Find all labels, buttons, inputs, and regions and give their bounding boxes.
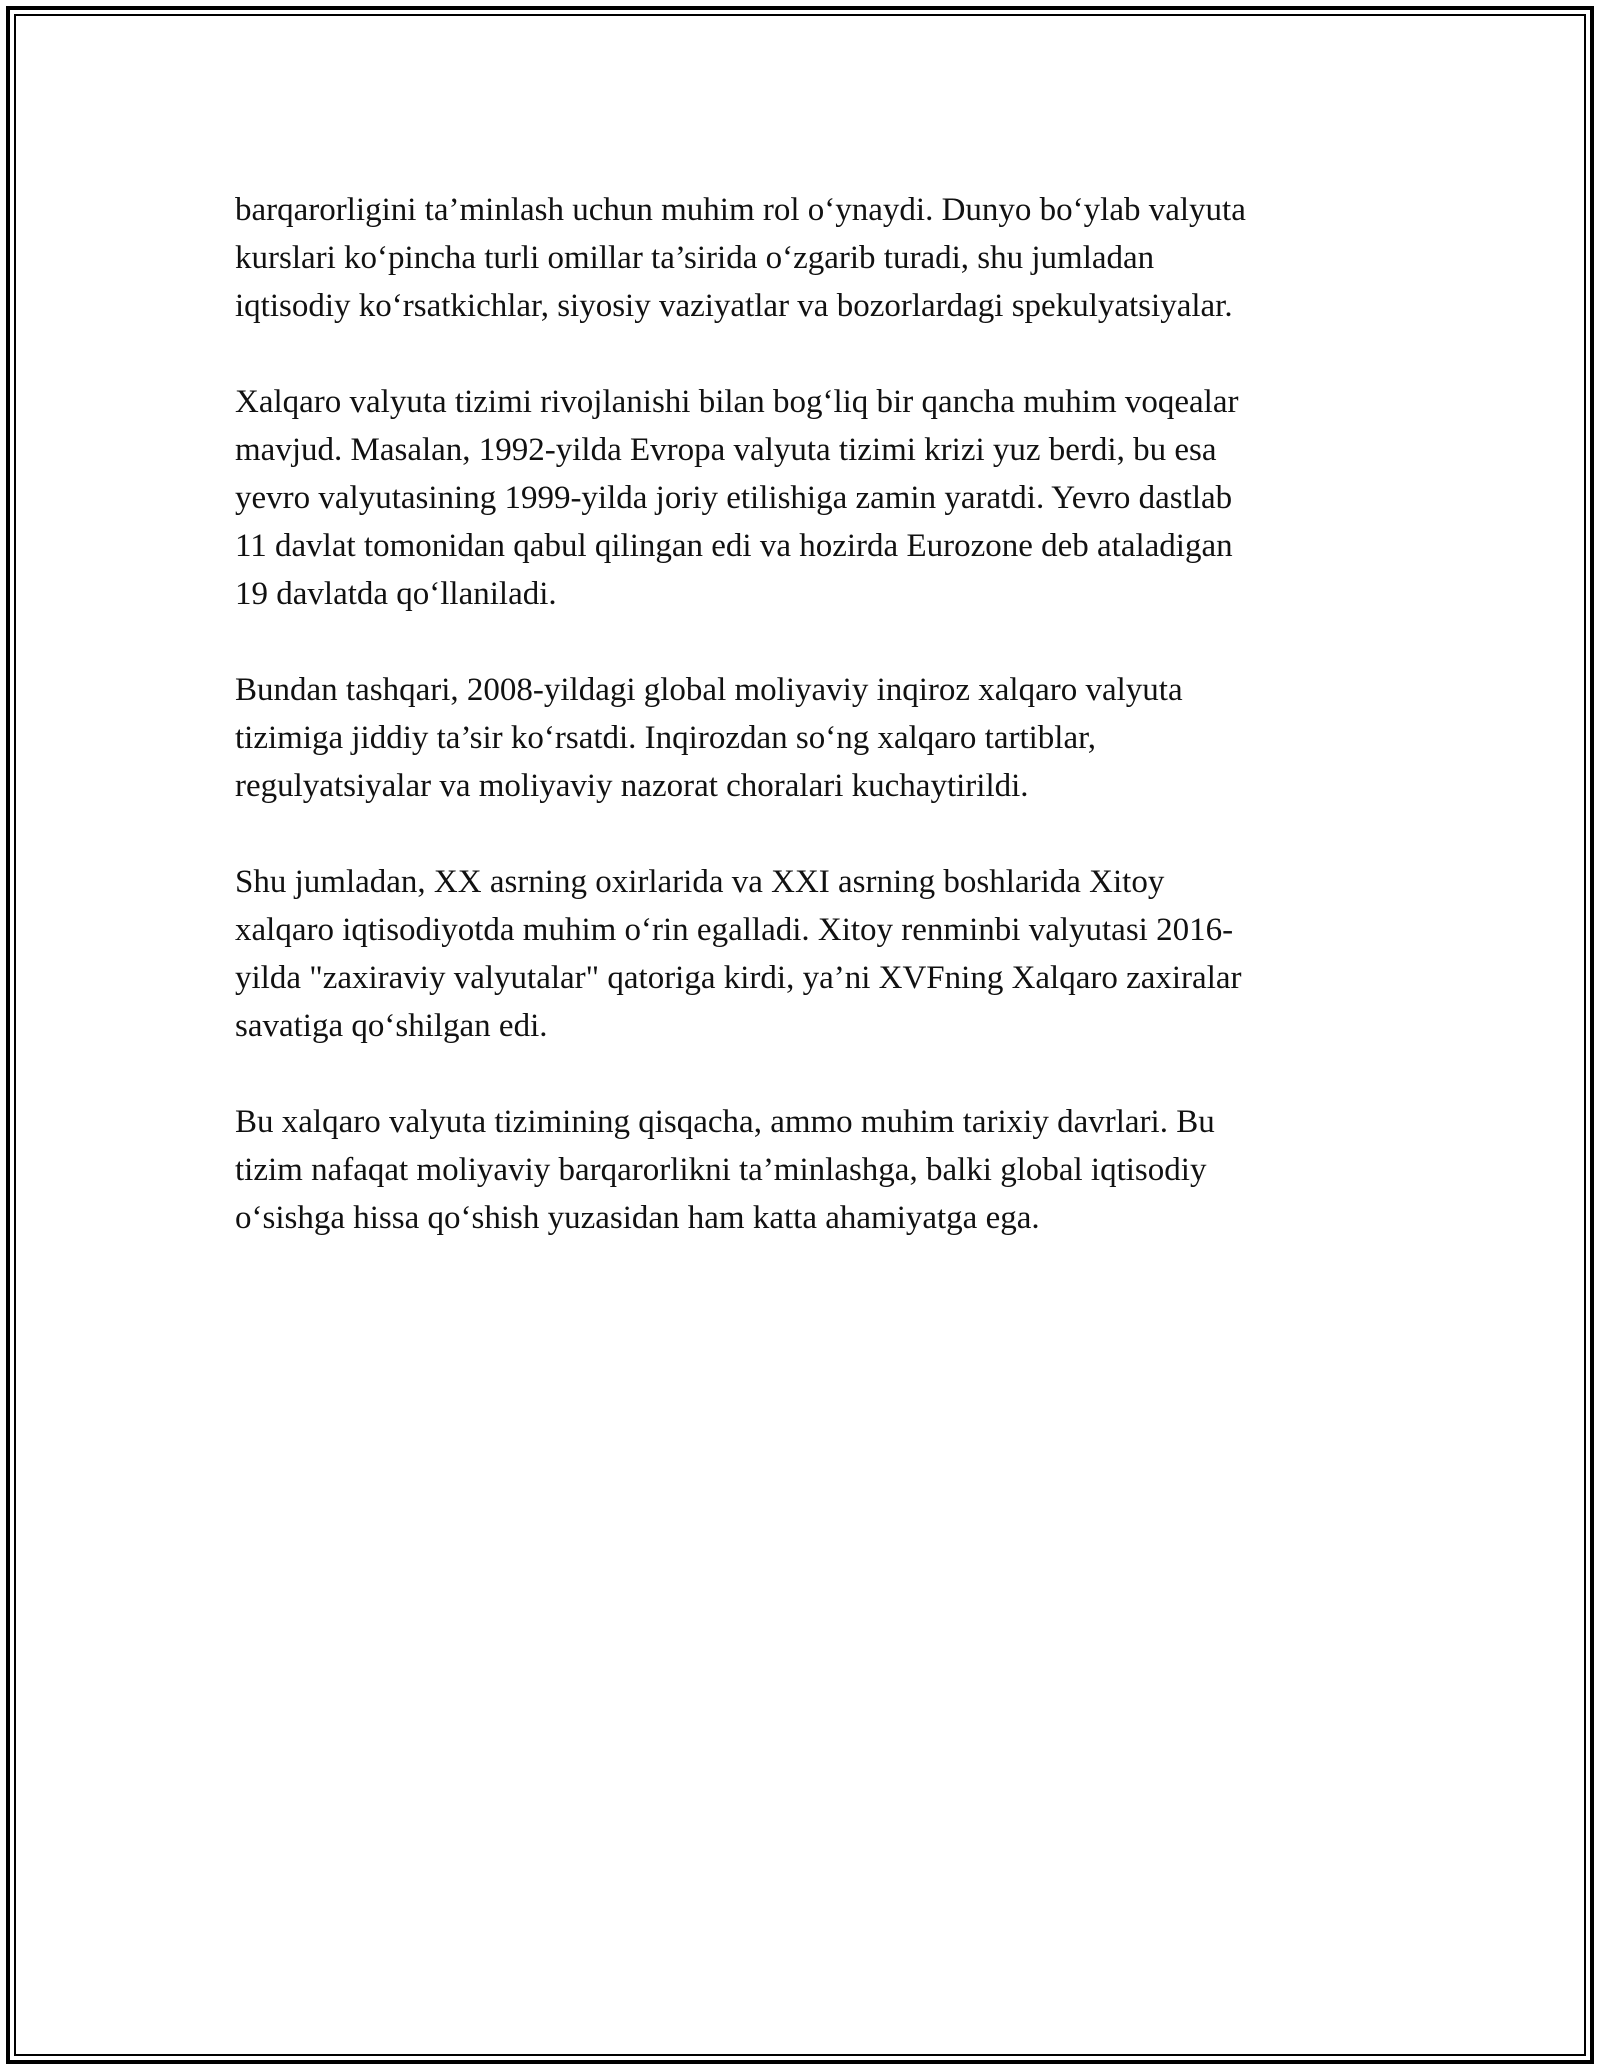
paragraph-5: Bu xalqaro valyuta tizimining qisqacha, ammo muhim tarixiy davrlari. Bu tizim nafaqat moliyaviy barqarorlikni ta’minlashga, balki global iqtisodiy o‘sishga hissa qo‘shish yuzasidan ham katta ahamiyatga ega. <box>235 1104 1215 1236</box>
paragraph-3: Bundan tashqari, 2008-yildagi global moliyaviy inqiroz xalqaro valyuta tizimiga jiddiy ta’sir ko‘rsatdi. Inqirozdan so‘ng xalqaro tartiblar, regulyatsiyalar va moliyaviy nazorat choralari kuchaytirildi. <box>235 672 1183 804</box>
document-body <box>235 186 1365 1290</box>
paragraph-1: barqarorligini ta’minlash uchun muhim rol o‘ynaydi. Dunyo bo‘ylab valyuta kurslari ko‘pincha turli omillar ta’sirida o‘zgarib turadi, shu jumladan iqtisodiy ko‘rsatkichlar, siyosiy vaziyatlar va bozorlardagi spekulyatsiyalar. <box>235 192 1246 324</box>
paragraph-4: Shu jumladan, XX asrning oxirlarida va XXI asrning boshlarida Xitoy xalqaro iqtisodiyotda muhim o‘rin egalladi. Xitoy renminbi valyutasi 2016- yilda "zaxiraviy valyutalar" qatoriga kirdi, ya’ni XVFning Xalqaro zaxiralar savatiga qo‘shilgan edi. <box>235 864 1242 1044</box>
paragraph-2: Xalqaro valyuta tizimi rivojlanishi bilan bog‘liq bir qancha muhim voqealar mavjud. Masalan, 1992-yilda Evropa valyuta tizimi krizi yuz berdi, bu esa yevro valyutasining 1999-yilda joriy etilishiga zamin yaratdi. Yevro dastlab 11 davlat tomonidan qabul qilingan edi va hozirda Eurozone deb ataladigan 19 davlatda qo‘llaniladi. <box>235 384 1239 612</box>
